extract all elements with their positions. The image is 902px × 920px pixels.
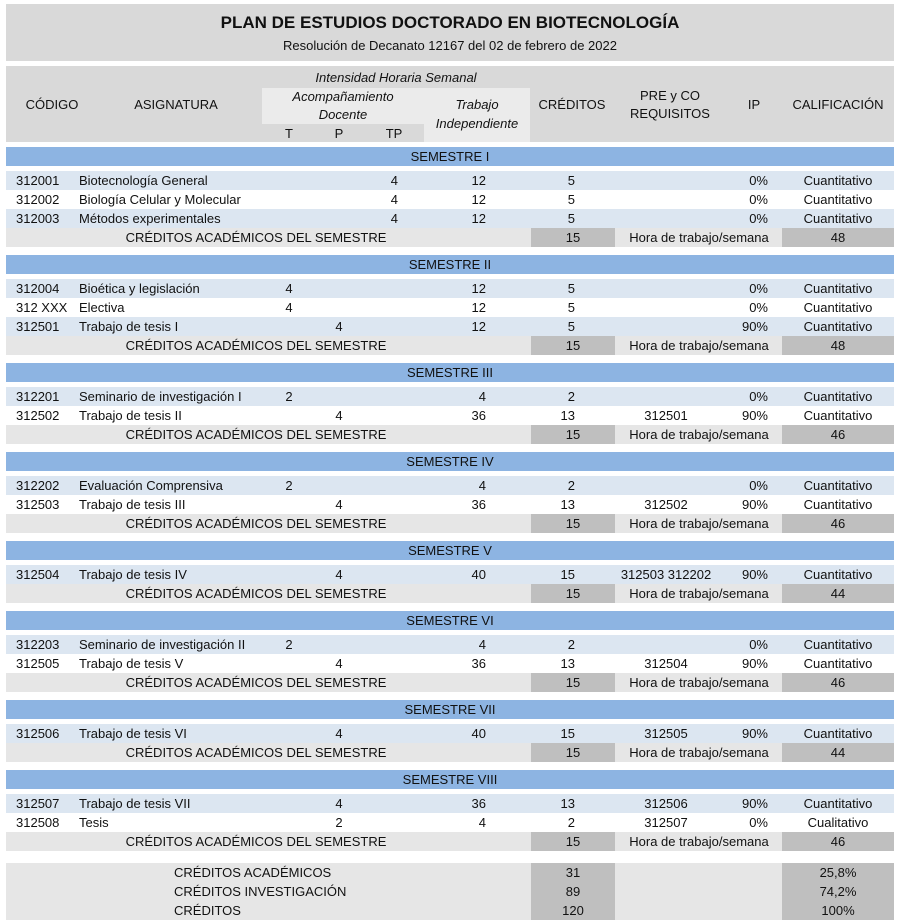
page-title: PLAN DE ESTUDIOS DOCTORADO EN BIOTECNOLOGÍA xyxy=(220,13,680,32)
course-calificacion: Cuantitativo xyxy=(803,497,873,512)
course-creditos: 2 xyxy=(567,478,575,493)
semester-total-row xyxy=(6,425,894,444)
course-code: 312203 xyxy=(16,637,60,652)
course-name: Trabajo de tesis III xyxy=(79,497,186,512)
course-code: 312505 xyxy=(16,656,60,671)
hours-label: Hora de trabajo/semana xyxy=(629,675,769,690)
semester-credits: 15 xyxy=(565,745,581,760)
semester-credits: 15 xyxy=(565,230,581,245)
course-independiente: 40 xyxy=(471,567,486,582)
course-ip: 0% xyxy=(749,478,768,493)
course-independiente: 12 xyxy=(471,300,486,315)
header-tp: TP xyxy=(385,126,403,141)
course-name: Evaluación Comprensiva xyxy=(79,478,223,493)
semester-total-row xyxy=(6,743,894,762)
course-ip: 90% xyxy=(741,319,768,334)
course-code: 312506 xyxy=(16,726,60,741)
course-creditos: 5 xyxy=(567,173,575,188)
table-row xyxy=(6,565,894,584)
course-name: Trabajo de tesis VII xyxy=(79,796,191,811)
title-block xyxy=(6,4,894,61)
hours-label: Hora de trabajo/semana xyxy=(629,427,769,442)
course-calificacion: Cuantitativo xyxy=(803,726,873,741)
course-creditos: 5 xyxy=(567,192,575,207)
course-calificacion: Cualitativo xyxy=(807,815,869,830)
course-creditos: 13 xyxy=(560,656,575,671)
course-name: Trabajo de tesis V xyxy=(79,656,184,671)
table-row xyxy=(6,813,894,832)
course-ip: 90% xyxy=(741,796,768,811)
course-requisitos: 312506 xyxy=(644,796,688,811)
course-creditos: 13 xyxy=(560,408,575,423)
header-acompanamiento-2: Docente xyxy=(318,107,368,122)
course-name: Seminario de investigación II xyxy=(79,637,246,652)
semester-header xyxy=(6,700,894,719)
course-code: 312503 xyxy=(16,497,60,512)
summary-label: CRÉDITOS xyxy=(174,903,241,918)
course-independiente: 12 xyxy=(471,173,486,188)
course-ip: 0% xyxy=(749,637,768,652)
course-name: Tesis xyxy=(79,815,109,830)
table-row xyxy=(6,298,894,317)
course-name: Trabajo de tesis I xyxy=(79,319,179,334)
header-codigo: CÓDIGO xyxy=(25,97,79,112)
course-independiente: 12 xyxy=(471,211,486,226)
course-independiente: 4 xyxy=(478,637,486,652)
course-calificacion: Cuantitativo xyxy=(803,408,873,423)
course-calificacion: Cuantitativo xyxy=(803,796,873,811)
semester-title: SEMESTRE IV xyxy=(406,454,494,469)
semester-title: SEMESTRE VII xyxy=(404,702,496,717)
course-p: 4 xyxy=(335,796,343,811)
course-name: Biología Celular y Molecular xyxy=(79,192,241,207)
semester-title: SEMESTRE VIII xyxy=(402,772,498,787)
course-code: 312004 xyxy=(16,281,60,296)
course-requisitos: 312501 xyxy=(644,408,688,423)
table-row xyxy=(6,635,894,654)
course-independiente: 36 xyxy=(471,796,486,811)
semester-title: SEMESTRE II xyxy=(408,257,492,272)
course-code: 312508 xyxy=(16,815,60,830)
semester-title: SEMESTRE V xyxy=(408,543,492,558)
course-ip: 0% xyxy=(749,281,768,296)
hours-label: Hora de trabajo/semana xyxy=(629,834,769,849)
semester-header xyxy=(6,452,894,471)
table-row xyxy=(6,724,894,743)
summary-pct: 25,8% xyxy=(819,865,857,880)
course-code: 312501 xyxy=(16,319,60,334)
header-p: P xyxy=(334,126,344,141)
semester-total-label: CRÉDITOS ACADÉMICOS DEL SEMESTRE xyxy=(125,834,387,849)
course-creditos: 5 xyxy=(567,211,575,226)
course-ip: 90% xyxy=(741,408,768,423)
course-independiente: 36 xyxy=(471,497,486,512)
course-code: 312502 xyxy=(16,408,60,423)
header-creditos: CRÉDITOS xyxy=(538,97,606,112)
course-creditos: 5 xyxy=(567,319,575,334)
hours-label: Hora de trabajo/semana xyxy=(629,586,769,601)
course-p: 4 xyxy=(335,497,343,512)
course-tp: 4 xyxy=(390,173,398,188)
semester-total-row xyxy=(6,584,894,603)
course-independiente: 12 xyxy=(471,281,486,296)
course-t: 4 xyxy=(285,300,293,315)
course-calificacion: Cuantitativo xyxy=(803,300,873,315)
semester-credits: 15 xyxy=(565,427,581,442)
summary-row xyxy=(6,882,894,901)
summary-row xyxy=(6,863,894,882)
course-name: Seminario de investigación I xyxy=(79,389,242,404)
course-calificacion: Cuantitativo xyxy=(803,281,873,296)
semester-title: SEMESTRE III xyxy=(407,365,493,380)
summary-value: 120 xyxy=(562,903,584,918)
semester-hours: 46 xyxy=(830,427,846,442)
header-calificacion: CALIFICACIÓN xyxy=(792,97,884,112)
course-name: Biotecnología General xyxy=(79,173,208,188)
course-name: Bioética y legislación xyxy=(79,281,200,296)
course-code: 312001 xyxy=(16,173,60,188)
summary-pct: 100% xyxy=(821,903,855,918)
semester-header xyxy=(6,147,894,166)
course-independiente: 36 xyxy=(471,656,486,671)
header-asignatura: ASIGNATURA xyxy=(134,97,218,112)
semester-hours: 46 xyxy=(830,834,846,849)
course-independiente: 40 xyxy=(471,726,486,741)
page-subtitle: Resolución de Decanato 12167 del 02 de febrero de 2022 xyxy=(283,38,617,53)
table-row xyxy=(6,190,894,209)
hours-label: Hora de trabajo/semana xyxy=(629,338,769,353)
course-t: 2 xyxy=(285,637,293,652)
course-calificacion: Cuantitativo xyxy=(803,637,873,652)
table-row xyxy=(6,654,894,673)
semester-total-row xyxy=(6,673,894,692)
course-creditos: 2 xyxy=(567,389,575,404)
semester-credits: 15 xyxy=(565,834,581,849)
table-row xyxy=(6,495,894,514)
semester-hours: 48 xyxy=(830,230,846,245)
header-ip: IP xyxy=(747,97,761,112)
course-p: 4 xyxy=(335,656,343,671)
semester-total-label: CRÉDITOS ACADÉMICOS DEL SEMESTRE xyxy=(125,675,387,690)
course-name: Métodos experimentales xyxy=(79,211,221,226)
semester-header xyxy=(6,770,894,789)
course-requisitos: 312507 xyxy=(644,815,688,830)
course-calificacion: Cuantitativo xyxy=(803,389,873,404)
summary-row xyxy=(6,901,894,920)
hours-label: Hora de trabajo/semana xyxy=(629,230,769,245)
semester-hours: 46 xyxy=(830,675,846,690)
course-code: 312003 xyxy=(16,211,60,226)
course-p: 2 xyxy=(335,815,343,830)
semester-total-label: CRÉDITOS ACADÉMICOS DEL SEMESTRE xyxy=(125,745,387,760)
header-trabajo-1: Trabajo xyxy=(455,97,499,112)
course-p: 4 xyxy=(335,408,343,423)
course-creditos: 13 xyxy=(560,796,575,811)
semester-hours: 44 xyxy=(830,745,846,760)
semester-credits: 15 xyxy=(565,675,581,690)
table-row xyxy=(6,171,894,190)
semester-credits: 15 xyxy=(565,586,581,601)
course-ip: 0% xyxy=(749,300,768,315)
semester-credits: 15 xyxy=(565,516,581,531)
course-name: Electiva xyxy=(79,300,125,315)
course-tp: 4 xyxy=(390,211,398,226)
course-ip: 90% xyxy=(741,567,768,582)
course-calificacion: Cuantitativo xyxy=(803,567,873,582)
header-t: T xyxy=(285,126,293,141)
header-prereq-2: REQUISITOS xyxy=(630,106,710,121)
header-trabajo-2: Independiente xyxy=(435,116,519,131)
course-creditos: 13 xyxy=(560,497,575,512)
semester-total-label: CRÉDITOS ACADÉMICOS DEL SEMESTRE xyxy=(125,230,387,245)
semester-total-row xyxy=(6,514,894,533)
course-ip: 90% xyxy=(741,726,768,741)
course-code: 312201 xyxy=(16,389,60,404)
course-calificacion: Cuantitativo xyxy=(803,211,873,226)
course-requisitos: 312503 312202 xyxy=(620,567,712,582)
semester-header xyxy=(6,255,894,274)
table-row xyxy=(6,209,894,228)
table-row xyxy=(6,794,894,813)
semester-title: SEMESTRE VI xyxy=(406,613,494,628)
course-ip: 90% xyxy=(741,656,768,671)
course-name: Trabajo de tesis II xyxy=(79,408,182,423)
semester-total-row xyxy=(6,832,894,851)
course-name: Trabajo de tesis IV xyxy=(79,567,187,582)
course-independiente: 12 xyxy=(471,319,486,334)
course-code: 312 XXX xyxy=(16,300,68,315)
semester-total-row xyxy=(6,336,894,355)
course-code: 312202 xyxy=(16,478,60,493)
table-row xyxy=(6,476,894,495)
course-independiente: 12 xyxy=(471,192,486,207)
hours-label: Hora de trabajo/semana xyxy=(629,745,769,760)
course-requisitos: 312504 xyxy=(644,656,688,671)
course-t: 2 xyxy=(285,478,293,493)
table-row xyxy=(6,317,894,336)
header-acompanamiento-1: Acompañamiento xyxy=(292,89,394,104)
table-row xyxy=(6,387,894,406)
course-ip: 0% xyxy=(749,192,768,207)
course-p: 4 xyxy=(335,319,343,334)
course-independiente: 4 xyxy=(478,478,486,493)
course-calificacion: Cuantitativo xyxy=(803,656,873,671)
semester-header xyxy=(6,541,894,560)
semester-title: SEMESTRE I xyxy=(410,149,490,164)
course-ip: 0% xyxy=(749,173,768,188)
semester-total-label: CRÉDITOS ACADÉMICOS DEL SEMESTRE xyxy=(125,586,387,601)
course-creditos: 15 xyxy=(560,726,575,741)
course-independiente: 4 xyxy=(478,389,486,404)
course-calificacion: Cuantitativo xyxy=(803,192,873,207)
course-creditos: 5 xyxy=(567,300,575,315)
course-name: Trabajo de tesis VI xyxy=(79,726,187,741)
course-p: 4 xyxy=(335,567,343,582)
table-header xyxy=(6,66,894,142)
course-p: 4 xyxy=(335,726,343,741)
course-calificacion: Cuantitativo xyxy=(803,173,873,188)
semester-total-row xyxy=(6,228,894,247)
summary-value: 89 xyxy=(565,884,581,899)
course-t: 2 xyxy=(285,389,293,404)
course-independiente: 4 xyxy=(478,815,486,830)
semester-credits: 15 xyxy=(565,338,581,353)
semester-hours: 46 xyxy=(830,516,846,531)
course-code: 312002 xyxy=(16,192,60,207)
course-requisitos: 312502 xyxy=(644,497,688,512)
course-ip: 0% xyxy=(749,815,768,830)
semester-hours: 44 xyxy=(830,586,846,601)
header-prereq-1: PRE y CO xyxy=(640,88,700,103)
course-code: 312504 xyxy=(16,567,60,582)
table-row xyxy=(6,406,894,425)
course-t: 4 xyxy=(285,281,293,296)
semester-total-label: CRÉDITOS ACADÉMICOS DEL SEMESTRE xyxy=(125,427,387,442)
hours-label: Hora de trabajo/semana xyxy=(629,516,769,531)
course-calificacion: Cuantitativo xyxy=(803,319,873,334)
course-tp: 4 xyxy=(390,192,398,207)
header-intensidad: Intensidad Horaria Semanal xyxy=(315,70,477,85)
semester-total-label: CRÉDITOS ACADÉMICOS DEL SEMESTRE xyxy=(125,516,387,531)
course-calificacion: Cuantitativo xyxy=(803,478,873,493)
summary-label: CRÉDITOS ACADÉMICOS xyxy=(174,865,332,880)
summary-value: 31 xyxy=(565,865,581,880)
course-ip: 0% xyxy=(749,389,768,404)
semester-hours: 48 xyxy=(830,338,846,353)
course-ip: 0% xyxy=(749,211,768,226)
semester-total-label: CRÉDITOS ACADÉMICOS DEL SEMESTRE xyxy=(125,338,387,353)
summary-label: CRÉDITOS INVESTIGACIÓN xyxy=(174,884,347,899)
semester-header xyxy=(6,363,894,382)
summary-pct: 74,2% xyxy=(819,884,857,899)
course-creditos: 2 xyxy=(567,815,575,830)
course-creditos: 15 xyxy=(560,567,575,582)
semester-header xyxy=(6,611,894,630)
course-code: 312507 xyxy=(16,796,60,811)
course-creditos: 2 xyxy=(567,637,575,652)
table-row xyxy=(6,279,894,298)
course-requisitos: 312505 xyxy=(644,726,688,741)
course-ip: 90% xyxy=(741,497,768,512)
course-independiente: 36 xyxy=(471,408,486,423)
course-creditos: 5 xyxy=(567,281,575,296)
